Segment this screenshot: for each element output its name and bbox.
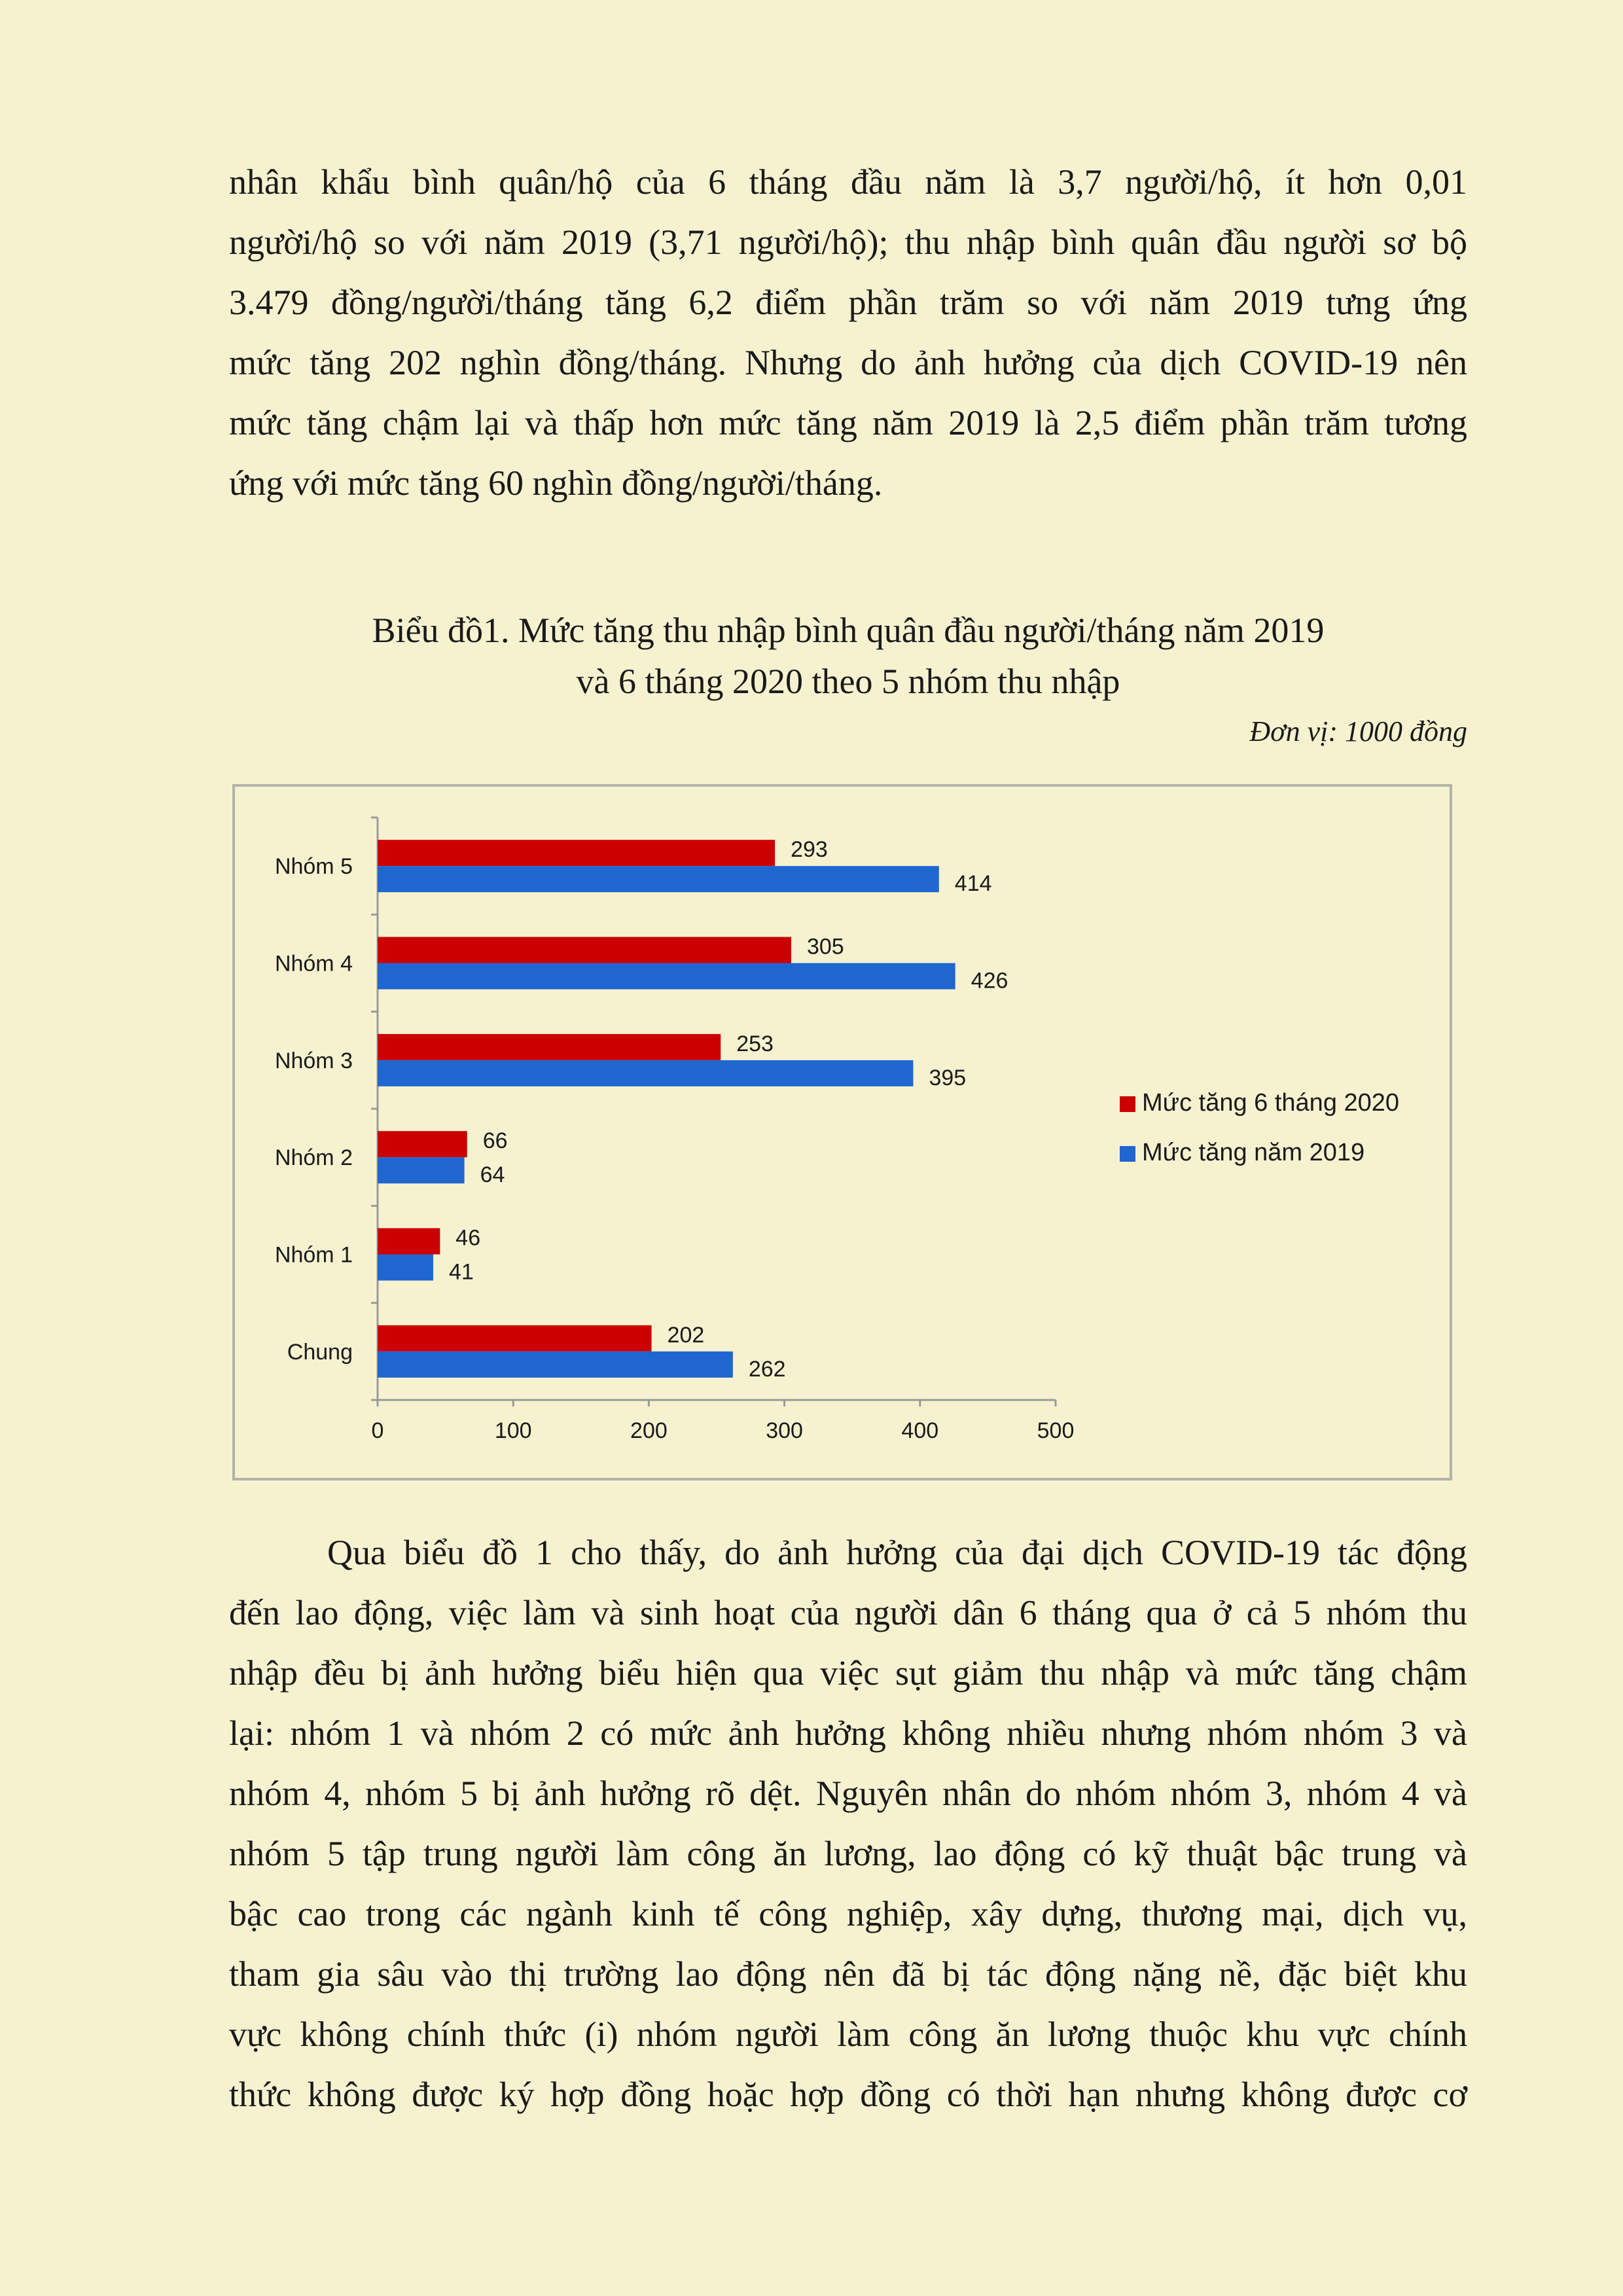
data-label: 262 — [748, 1356, 786, 1382]
bar — [378, 963, 955, 990]
category-label: Nhóm 4 — [274, 951, 353, 977]
text-line: người/hộ so với năm 2019 (3,71 người/hộ); thu nhập bình quân đầu người sơ bộ — [229, 223, 1467, 262]
text-line: nhóm 4, nhóm 5 bị ảnh hưởng rõ dệt. Nguyên nhân do nhóm nhóm 3, nhóm 4 và — [229, 1774, 1467, 1813]
text-line: nhân khẩu bình quân/hộ của 6 tháng đầu năm là 3,7 người/hộ, ít hơn 0,01 — [229, 162, 1467, 202]
chart-unit-label: Đơn vị: 1000 đồng — [1249, 715, 1467, 747]
bar — [378, 1060, 913, 1086]
text-line: thức không được ký hợp đồng hoặc hợp đồng có thời hạn nhưng không được cơ — [229, 2075, 1467, 2114]
data-label: 414 — [954, 871, 992, 897]
data-label: 293 — [791, 837, 828, 863]
paragraph-analysis — [229, 1522, 1467, 2125]
data-label: 305 — [806, 934, 844, 960]
bar — [378, 866, 939, 892]
bar — [378, 1325, 652, 1352]
chart-frame — [232, 784, 1452, 1480]
data-label: 41 — [448, 1259, 474, 1285]
text-line: Qua biểu đồ 1 cho thấy, do ảnh hưởng của đại dịch COVID-19 tác động — [327, 1533, 1467, 1572]
bar — [378, 937, 791, 963]
text-line: mức tăng 202 nghìn đồng/tháng. Nhưng do ảnh hưởng của dịch COVID-19 nên — [229, 343, 1467, 382]
text-line: ứng với mức tăng 60 nghìn đồng/người/tháng. — [229, 463, 883, 503]
category-label: Nhóm 2 — [274, 1145, 353, 1171]
chart-caption-line-1: Biểu đồ1. Mức tăng thu nhập bình quân đầu người/tháng năm 2019 — [372, 611, 1325, 650]
text-line: nhóm 5 tập trung người làm công ăn lương, lao động có kỹ thuật bậc trung và — [229, 1834, 1467, 1873]
bar — [378, 840, 775, 866]
text-line: bậc cao trong các ngành kinh tế công nghiệp, xây dựng, thương mại, dịch vụ, — [229, 1894, 1467, 1933]
x-tick-label: 100 — [494, 1418, 532, 1443]
text-line: lại: nhóm 1 và nhóm 2 có mức ảnh hưởng không nhiều nhưng nhóm nhóm 3 và — [229, 1713, 1467, 1753]
category-label: Nhóm 1 — [274, 1242, 353, 1268]
text-line: tham gia sâu vào thị trường lao động nên đã bị tác động nặng nề, đặc biệt khu — [229, 1954, 1467, 1994]
x-tick-label: 400 — [901, 1418, 939, 1443]
text-line: 3.479 đồng/người/tháng tăng 6,2 điểm phần trăm so với năm 2019 tưng ứng — [229, 283, 1467, 322]
category-label: Nhóm 3 — [274, 1048, 353, 1073]
category-label: Nhóm 5 — [274, 854, 353, 880]
text-line: mức tăng chậm lại và thấp hơn mức tăng năm 2019 là 2,5 điểm phần trăm tương — [229, 403, 1467, 442]
data-label: 202 — [667, 1322, 705, 1348]
data-label: 66 — [482, 1128, 508, 1154]
legend-swatch — [1120, 1146, 1135, 1162]
text-line: vực không chính thức (i) nhóm người làm công ăn lương thuộc khu vực chính — [229, 2015, 1467, 2054]
text-line: đến lao động, việc làm và sinh hoạt của người dân 6 tháng qua ở cả 5 nhóm thu — [229, 1593, 1467, 1632]
data-label: 253 — [736, 1031, 774, 1056]
bar — [378, 1157, 465, 1183]
bar — [378, 1255, 433, 1281]
bar — [378, 1034, 721, 1060]
x-tick-label: 0 — [371, 1418, 384, 1443]
legend-label: Mức tăng 6 tháng 2020 — [1142, 1089, 1400, 1117]
legend-swatch — [1120, 1096, 1135, 1112]
chart-caption-line-2: và 6 tháng 2020 theo 5 nhóm thu nhập — [576, 662, 1120, 701]
x-tick-label: 200 — [630, 1418, 668, 1443]
data-label: 426 — [971, 968, 1008, 994]
paragraph-intro — [229, 152, 1467, 513]
x-tick-label: 300 — [766, 1418, 803, 1443]
text-line: nhập đều bị ảnh hưởng biểu hiện qua việc sụt giảm thu nhập và mức tăng chậm — [229, 1653, 1467, 1693]
data-label: 46 — [455, 1225, 481, 1251]
x-tick-label: 500 — [1037, 1418, 1075, 1443]
bar — [378, 1229, 440, 1255]
data-label: 64 — [480, 1162, 505, 1188]
bar — [378, 1352, 733, 1378]
legend-label: Mức tăng năm 2019 — [1142, 1139, 1365, 1166]
data-label: 395 — [929, 1065, 967, 1090]
category-label: Chung — [287, 1339, 353, 1365]
bar-chart — [235, 787, 1450, 1478]
bar — [378, 1131, 467, 1157]
